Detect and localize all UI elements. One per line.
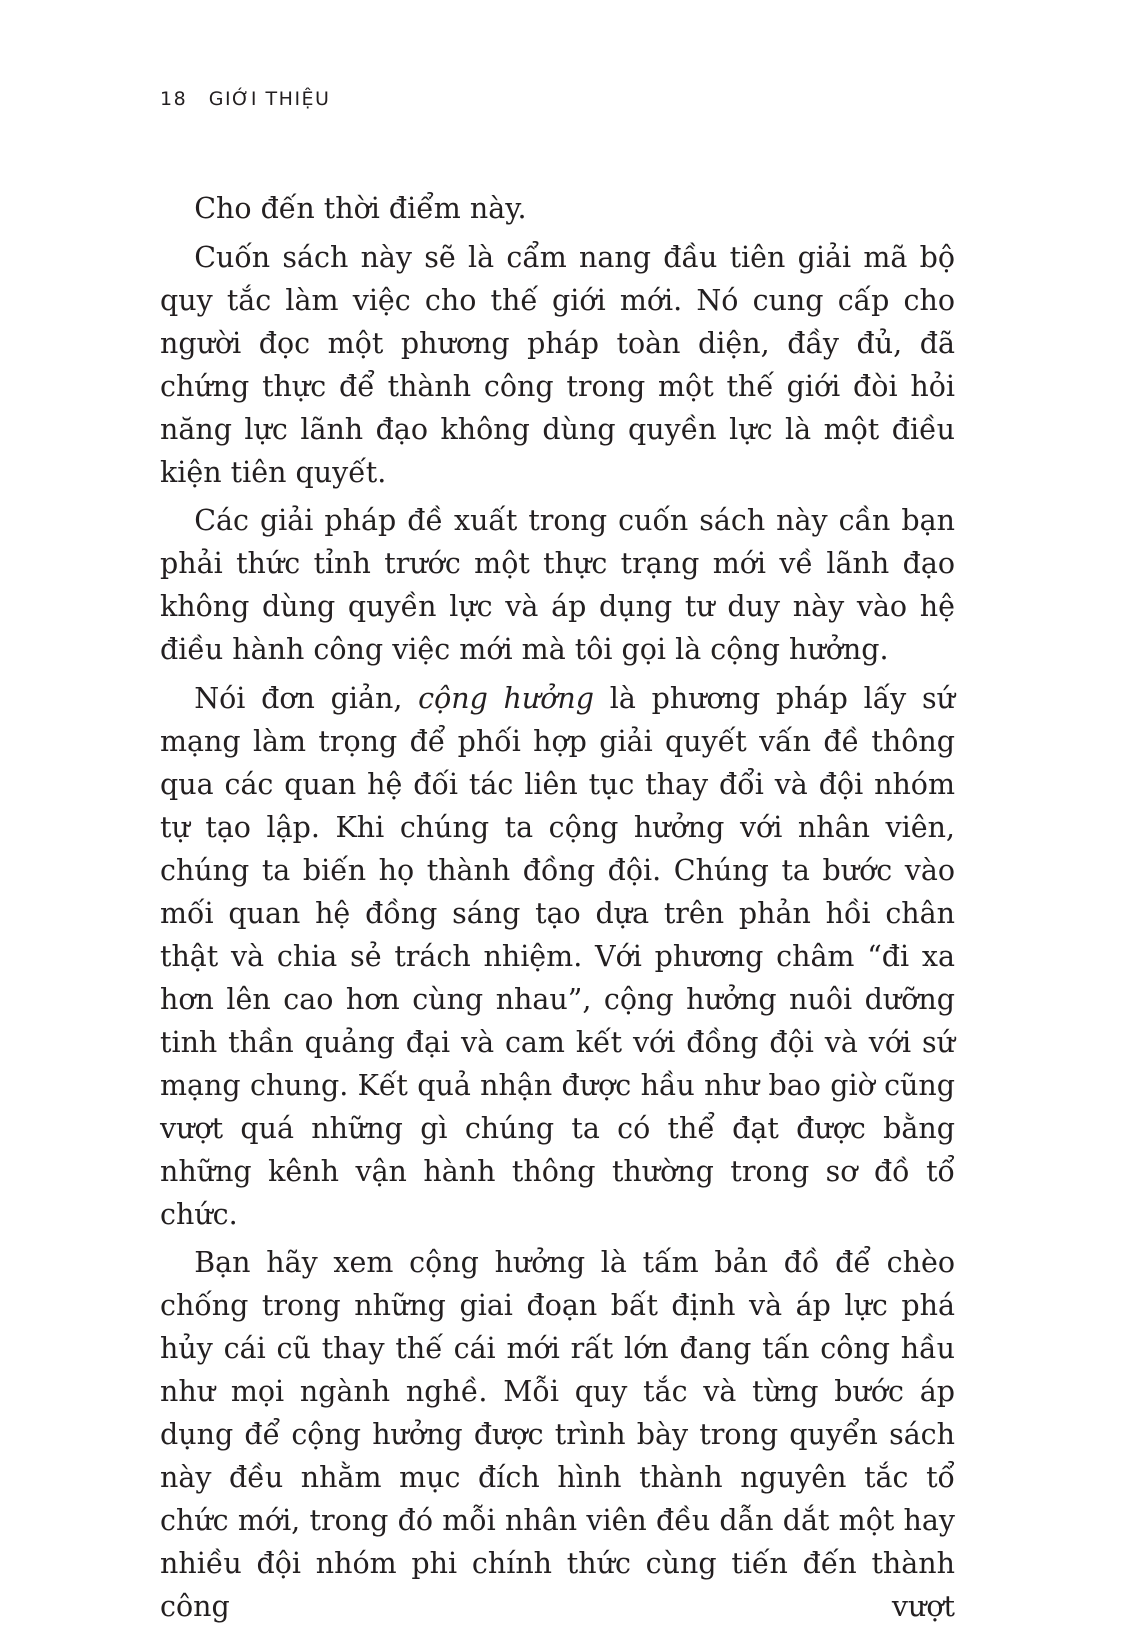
paragraph-2: Cuốn sách này sẽ là cẩm nang đầu tiên giải mã bộ quy tắc làm việc cho thế giới mới. Nó cung cấp cho người đọc một phương pháp toàn diện, đầy đủ, đã chứng thực để thành công trong một thế giới đòi hỏi năng lực lãnh đạo không dùng quyền lực là một điều kiện tiên quyết. [160, 240, 955, 489]
page-number: 18 [160, 88, 188, 110]
paragraph-4 [160, 677, 955, 1236]
paragraph-4-lead: Nói đơn giản, [194, 681, 419, 715]
term-cong-huong: cộng hưởng [418, 681, 595, 715]
body-text [160, 187, 955, 1634]
chapter-title: GIỚI THIỆU [208, 88, 331, 110]
paragraph-4-rest: là phương pháp lấy sứ mạng làm trọng để phối hợp giải quyết vấn đề thông qua các quan hệ đối tác liên tục thay đổi và đội nhóm tự tạo lập. Khi chúng ta cộng hưởng với nhân viên, chúng ta biến họ thành đồng đội. Chúng ta bước vào mối quan hệ đồng sáng tạo dựa trên phản hồi chân thật và chia sẻ trách nhiệm. Với phương châm “đi xa hơn lên cao hơn cùng nhau”, cộng hưởng nuôi dưỡng tinh thần quảng đại và cam kết với đồng đội và với sứ mạng chung. Kết quả nhận được hầu như bao giờ cũng vượt quá những gì chúng ta có thể đạt được bằng những kênh vận hành thông thường trong sơ đồ tổ chức. [160, 681, 955, 1231]
paragraph-1: Cho đến thời điểm này. [194, 192, 527, 225]
paragraph-3: Các giải pháp đề xuất trong cuốn sách này cần bạn phải thức tỉnh trước một thực trạng mới về lãnh đạo không dùng quyền lực và áp dụng tư duy này vào hệ điều hành công việc mới mà tôi gọi là cộng hưởng. [160, 504, 955, 666]
running-header [160, 88, 330, 110]
paragraph-5: Bạn hãy xem cộng hưởng là tấm bản đồ để chèo chống trong những giai đoạn bất định và áp lực phá hủy cái cũ thay thế cái mới rất lớn đang tấn công hầu như mọi ngành nghề. Mỗi quy tắc và từng bước áp dụng để cộng hưởng được trình bày trong quyển sách này đều nhằm mục đích hình thành nguyên tắc tổ chức mới, trong đó mỗi nhân viên đều dẫn dắt một hay nhiều đội nhóm phi chính thức cùng tiến đến thành công vượt [160, 1246, 955, 1623]
